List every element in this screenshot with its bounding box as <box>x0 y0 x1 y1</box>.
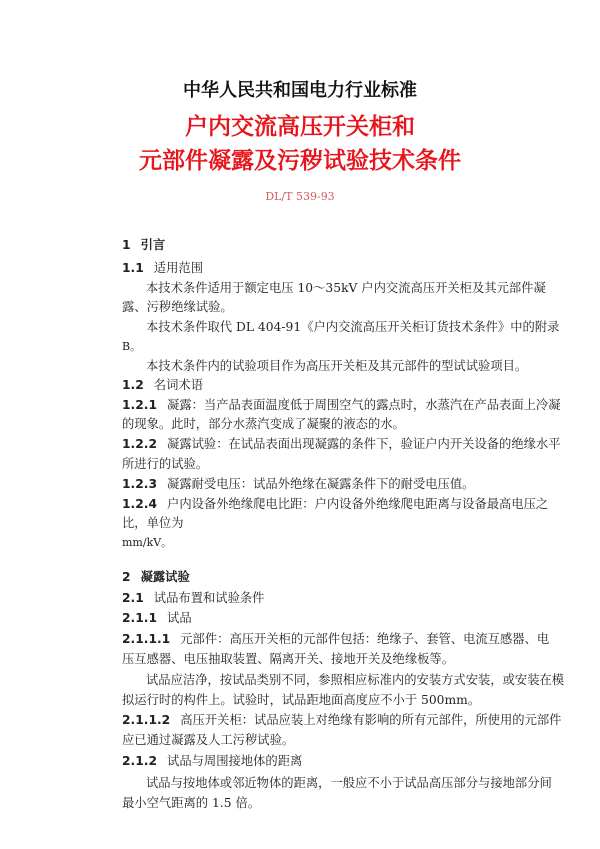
section-title: 名词术语 <box>153 378 203 392</box>
section-title: 凝露试验 <box>140 570 190 584</box>
paragraph-line: 所进行的试验。 <box>122 457 209 471</box>
section-title: 引言 <box>140 238 166 252</box>
section-2-heading <box>122 569 190 585</box>
clause-text: 高压开关柜：试品应装上对绝缘有影响的所有元部件，所使用的元部件 <box>180 713 562 727</box>
paragraph-line: B。 <box>122 340 142 353</box>
section-title: 适用范围 <box>153 261 203 275</box>
paragraph-line: 本技术条件取代 DL 404-91《户内交流高压开关柜订货技术条件》中的附录 <box>146 320 560 334</box>
section-2-1-2-heading <box>122 753 302 769</box>
paragraph-line: 露、污秽绝缘试验。 <box>122 300 233 314</box>
document-title-line-2: 元部件凝露及污秽试验技术条件 <box>139 148 461 174</box>
section-number: 1.2 <box>122 378 144 392</box>
section-number: 2.1.2 <box>122 754 158 768</box>
section-title: 试品布置和试验条件 <box>153 591 265 605</box>
section-number: 2.1.1 <box>122 611 158 625</box>
section-2-1-heading <box>122 590 264 606</box>
paragraph-line: 本技术条件适用于额定电压 10～35kV 户内交流高压开关柜及其元部件凝 <box>146 281 546 295</box>
clause-1-2-4 <box>122 496 548 512</box>
section-1-1-heading <box>122 260 203 276</box>
clause-text: 户内设备外绝缘爬电比距：户内设备外绝缘爬电距离与设备最高电压之 <box>167 497 549 511</box>
clause-text: 凝露试验：在试品表面出现凝露的条件下，验证户内开关设备的绝缘水平 <box>167 437 561 451</box>
section-title: 试品 <box>167 611 192 625</box>
clause-number: 1.2.3 <box>122 477 158 491</box>
paragraph-line: 拟运行时的构件上。试验时，试品距地面高度应不小于 500mm。 <box>122 693 481 707</box>
clause-1-2-1 <box>122 397 561 413</box>
paragraph-line: 应已通过凝露及人工污秽试验。 <box>122 733 295 747</box>
section-2-1-1-heading <box>122 610 192 626</box>
clause-number: 1.2.2 <box>122 437 158 451</box>
clause-number: 2.1.1.1 <box>122 632 171 646</box>
section-number: 1 <box>122 238 131 252</box>
standard-code: DL/T 539-93 <box>265 190 335 203</box>
section-title: 试品与周围接地体的距离 <box>167 754 303 768</box>
section-1-heading <box>122 237 165 253</box>
paragraph-line: 试品应洁净，按试品类别不同，参照相应标准内的安装方式安装，或安装在模 <box>146 673 565 687</box>
section-number: 1.1 <box>122 261 144 275</box>
clause-number: 1.2.1 <box>122 398 158 412</box>
paragraph-line: mm/kV。 <box>122 536 173 549</box>
section-number: 2 <box>122 570 131 584</box>
clause-number: 1.2.4 <box>122 497 158 511</box>
clause-number: 2.1.1.2 <box>122 713 171 727</box>
standard-org-title: 中华人民共和国电力行业标准 <box>183 80 417 101</box>
clause-2-1-1-2 <box>122 712 561 728</box>
paragraph-line: 本技术条件内的试验项目作为高压开关柜及其元部件的型试试验项目。 <box>146 359 528 373</box>
section-number: 2.1 <box>122 591 144 605</box>
paragraph-line: 的现象。此时，部分水蒸汽变成了凝聚的液态的水。 <box>122 417 405 431</box>
clause-text: 凝露：当产品表面温度低于周围空气的露点时，水蒸汽在产品表面上冷凝 <box>167 398 561 412</box>
document-title-line-1: 户内交流高压开关柜和 <box>185 114 415 140</box>
clause-2-1-1-1 <box>122 631 549 647</box>
paragraph-line: 试品与按地体或邻近物体的距离，一般应不小于试品高压部分与接地部分间 <box>146 776 552 790</box>
clause-text: 凝露耐受电压：试品外绝缘在凝露条件下的耐受电压值。 <box>167 477 475 491</box>
clause-1-2-2 <box>122 436 561 452</box>
clause-text: 元部件：高压开关柜的元部件包括：绝缘子、套管、电流互感器、电 <box>180 632 550 646</box>
paragraph-line: 比，单位为 <box>122 516 184 530</box>
paragraph-line: 最小空气距离的 1.5 倍。 <box>122 796 261 810</box>
section-1-2-heading <box>122 377 203 393</box>
clause-1-2-3 <box>122 476 474 492</box>
paragraph-line: 压互感器、电压抽取装置、隔离开关、接地开关及绝缘板等。 <box>122 652 455 666</box>
